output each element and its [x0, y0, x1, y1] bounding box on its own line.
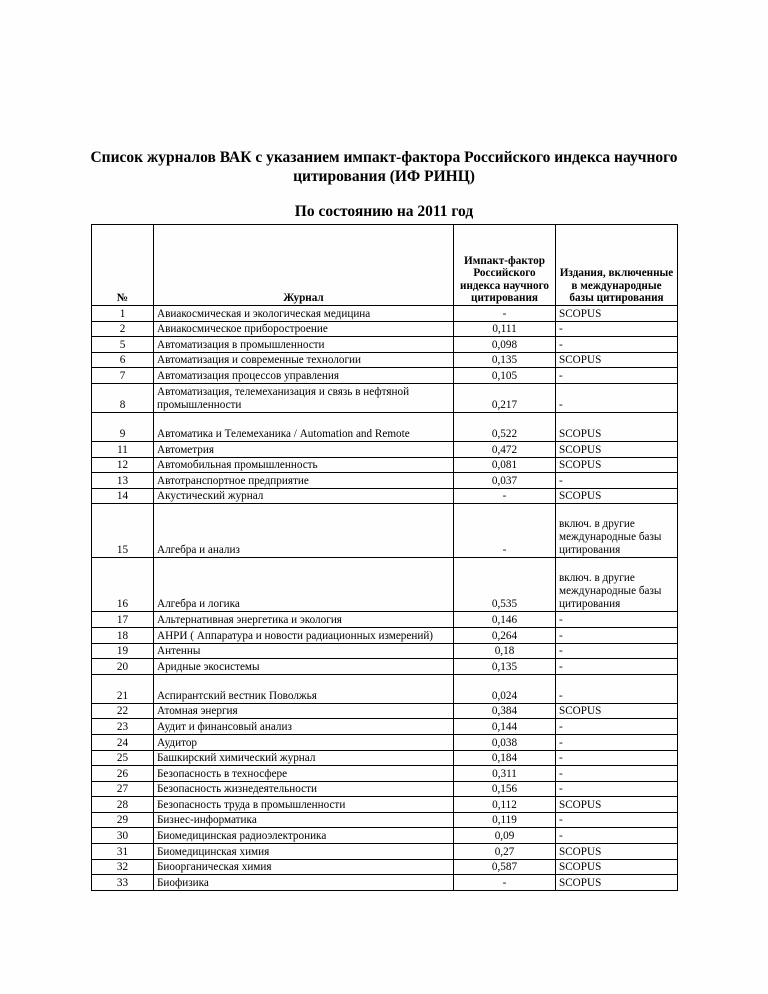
table-row — [92, 337, 678, 353]
impact-factor: 0,09 — [454, 828, 556, 844]
row-number: 9 — [92, 412, 154, 441]
table-row — [92, 812, 678, 828]
table-row — [92, 473, 678, 489]
impact-factor: - — [454, 875, 556, 891]
journal-name: Башкирский химический журнал — [154, 750, 454, 766]
database-status: SCOPUS — [556, 703, 678, 719]
impact-factor: 0,081 — [454, 457, 556, 473]
database-status: - — [556, 719, 678, 735]
database-status: SCOPUS — [556, 306, 678, 322]
table-row — [92, 457, 678, 473]
impact-factor: 0,024 — [454, 674, 556, 703]
row-number: 26 — [92, 766, 154, 782]
impact-factor: 0,038 — [454, 734, 556, 750]
table-row — [92, 859, 678, 875]
table-row — [92, 558, 678, 612]
impact-factor: 0,037 — [454, 473, 556, 489]
journal-name: Алгебра и логика — [154, 558, 454, 612]
database-status: - — [556, 368, 678, 384]
journal-name: Атомная энергия — [154, 703, 454, 719]
row-number: 20 — [92, 659, 154, 675]
journal-name: Автоматика и Телемеханика / Automation and Remote — [154, 412, 454, 441]
table-row — [92, 627, 678, 643]
table-row — [92, 352, 678, 368]
database-status: - — [556, 321, 678, 337]
table-body — [92, 306, 678, 891]
database-status: - — [556, 643, 678, 659]
database-status: - — [556, 781, 678, 797]
database-status: - — [556, 337, 678, 353]
journal-name: Антенны — [154, 643, 454, 659]
row-number: 11 — [92, 441, 154, 457]
journal-name: Биомедицинская химия — [154, 844, 454, 860]
row-number: 18 — [92, 627, 154, 643]
impact-factor: 0,144 — [454, 719, 556, 735]
row-number: 16 — [92, 558, 154, 612]
row-number: 8 — [92, 383, 154, 412]
database-status: SCOPUS — [556, 412, 678, 441]
database-status: SCOPUS — [556, 844, 678, 860]
row-number: 12 — [92, 457, 154, 473]
journal-name: Авиакосмическая и экологическая медицина — [154, 306, 454, 322]
journals-table — [91, 224, 678, 891]
journal-name: Аудит и финансовый анализ — [154, 719, 454, 735]
database-status: включ. в другие международные базы цитирования — [556, 558, 678, 612]
database-status: - — [556, 383, 678, 412]
table-row — [92, 504, 678, 558]
journal-name: Аудитор — [154, 734, 454, 750]
row-number: 21 — [92, 674, 154, 703]
database-status: включ. в другие международные базы цитирования — [556, 504, 678, 558]
journal-name: Автоматизация и современные технологии — [154, 352, 454, 368]
table-row — [92, 306, 678, 322]
table-row — [92, 875, 678, 891]
table-row — [92, 703, 678, 719]
database-status: SCOPUS — [556, 875, 678, 891]
document-title: Список журналов ВАК с указанием импакт-фактора Российского индекса научного цитирования (ИФ РИНЦ) — [90, 149, 678, 185]
journal-name: Биофизика — [154, 875, 454, 891]
journal-name: Авиакосмическое приборостроение — [154, 321, 454, 337]
journal-name: Аспирантский вестник Поволжья — [154, 674, 454, 703]
row-number: 25 — [92, 750, 154, 766]
table-row — [92, 368, 678, 384]
impact-factor: 0,587 — [454, 859, 556, 875]
table-row — [92, 734, 678, 750]
journal-name: Безопасность жизнедеятельности — [154, 781, 454, 797]
database-status: SCOPUS — [556, 457, 678, 473]
table-row — [92, 674, 678, 703]
table-row — [92, 383, 678, 412]
row-number: 6 — [92, 352, 154, 368]
document-subtitle: По состоянию на 2011 год — [294, 203, 474, 220]
row-number: 27 — [92, 781, 154, 797]
row-number: 24 — [92, 734, 154, 750]
impact-factor: 0,18 — [454, 643, 556, 659]
database-status: - — [556, 659, 678, 675]
table-row — [92, 797, 678, 813]
table-row — [92, 441, 678, 457]
journal-name: Безопасность в техносфере — [154, 766, 454, 782]
journal-name: Альтернативная энергетика и экология — [154, 612, 454, 628]
impact-factor: 0,135 — [454, 352, 556, 368]
impact-factor: 0,27 — [454, 844, 556, 860]
table-row — [92, 643, 678, 659]
column-header-journal: Журнал — [154, 225, 454, 306]
journal-name: Автоматизация в промышленности — [154, 337, 454, 353]
table-row — [92, 412, 678, 441]
row-number: 13 — [92, 473, 154, 489]
impact-factor: 0,146 — [454, 612, 556, 628]
database-status: - — [556, 627, 678, 643]
journal-name: Безопасность труда в промышленности — [154, 797, 454, 813]
database-status: SCOPUS — [556, 797, 678, 813]
impact-factor: 0,217 — [454, 383, 556, 412]
row-number: 2 — [92, 321, 154, 337]
database-status: - — [556, 812, 678, 828]
impact-factor: 0,105 — [454, 368, 556, 384]
database-status: SCOPUS — [556, 488, 678, 504]
table-row — [92, 719, 678, 735]
impact-factor: 0,384 — [454, 703, 556, 719]
row-number: 31 — [92, 844, 154, 860]
row-number: 30 — [92, 828, 154, 844]
column-header-num: № — [92, 225, 154, 306]
table-row — [92, 766, 678, 782]
impact-factor: 0,119 — [454, 812, 556, 828]
journal-name: Алгебра и анализ — [154, 504, 454, 558]
database-status: - — [556, 766, 678, 782]
journal-name: Автотранспортное предприятие — [154, 473, 454, 489]
journal-name: Автометрия — [154, 441, 454, 457]
impact-factor: 0,112 — [454, 797, 556, 813]
impact-factor: 0,264 — [454, 627, 556, 643]
table-row — [92, 488, 678, 504]
row-number: 15 — [92, 504, 154, 558]
column-header-impact-factor: Импакт-фактор Российского индекса научного цитирования — [454, 225, 556, 306]
impact-factor: - — [454, 504, 556, 558]
journal-name: Аридные экосистемы — [154, 659, 454, 675]
journal-name: АНРИ ( Аппаратура и новости радиационных измерений) — [154, 627, 454, 643]
journal-name: Биоорганическая химия — [154, 859, 454, 875]
row-number: 29 — [92, 812, 154, 828]
impact-factor: 0,522 — [454, 412, 556, 441]
table-row — [92, 321, 678, 337]
database-status: - — [556, 734, 678, 750]
row-number: 22 — [92, 703, 154, 719]
impact-factor: 0,535 — [454, 558, 556, 612]
impact-factor: 0,111 — [454, 321, 556, 337]
row-number: 19 — [92, 643, 154, 659]
row-number: 17 — [92, 612, 154, 628]
database-status: SCOPUS — [556, 859, 678, 875]
table-row — [92, 612, 678, 628]
table-header-row — [92, 225, 678, 306]
database-status: SCOPUS — [556, 441, 678, 457]
journal-name: Автоматизация, телемеханизация и связь в нефтяной промышленности — [154, 383, 454, 412]
database-status: SCOPUS — [556, 352, 678, 368]
impact-factor: 0,135 — [454, 659, 556, 675]
impact-factor: - — [454, 306, 556, 322]
journal-name: Бизнес-информатика — [154, 812, 454, 828]
database-status: - — [556, 674, 678, 703]
table-row — [92, 828, 678, 844]
database-status: - — [556, 612, 678, 628]
row-number: 32 — [92, 859, 154, 875]
journal-name: Акустический журнал — [154, 488, 454, 504]
database-status: - — [556, 750, 678, 766]
journal-name: Биомедицинская радиоэлектроника — [154, 828, 454, 844]
journal-name: Автомобильная промышленность — [154, 457, 454, 473]
impact-factor: - — [454, 488, 556, 504]
row-number: 33 — [92, 875, 154, 891]
table-row — [92, 659, 678, 675]
row-number: 14 — [92, 488, 154, 504]
database-status: - — [556, 473, 678, 489]
impact-factor: 0,184 — [454, 750, 556, 766]
impact-factor: 0,472 — [454, 441, 556, 457]
row-number: 28 — [92, 797, 154, 813]
impact-factor: 0,311 — [454, 766, 556, 782]
table-row — [92, 844, 678, 860]
row-number: 5 — [92, 337, 154, 353]
column-header-databases: Издания, включенные в международные базы цитирования — [556, 225, 678, 306]
journal-name: Автоматизация процессов управления — [154, 368, 454, 384]
impact-factor: 0,098 — [454, 337, 556, 353]
impact-factor: 0,156 — [454, 781, 556, 797]
table-row — [92, 781, 678, 797]
table-row — [92, 750, 678, 766]
row-number: 7 — [92, 368, 154, 384]
row-number: 1 — [92, 306, 154, 322]
database-status: - — [556, 828, 678, 844]
row-number: 23 — [92, 719, 154, 735]
